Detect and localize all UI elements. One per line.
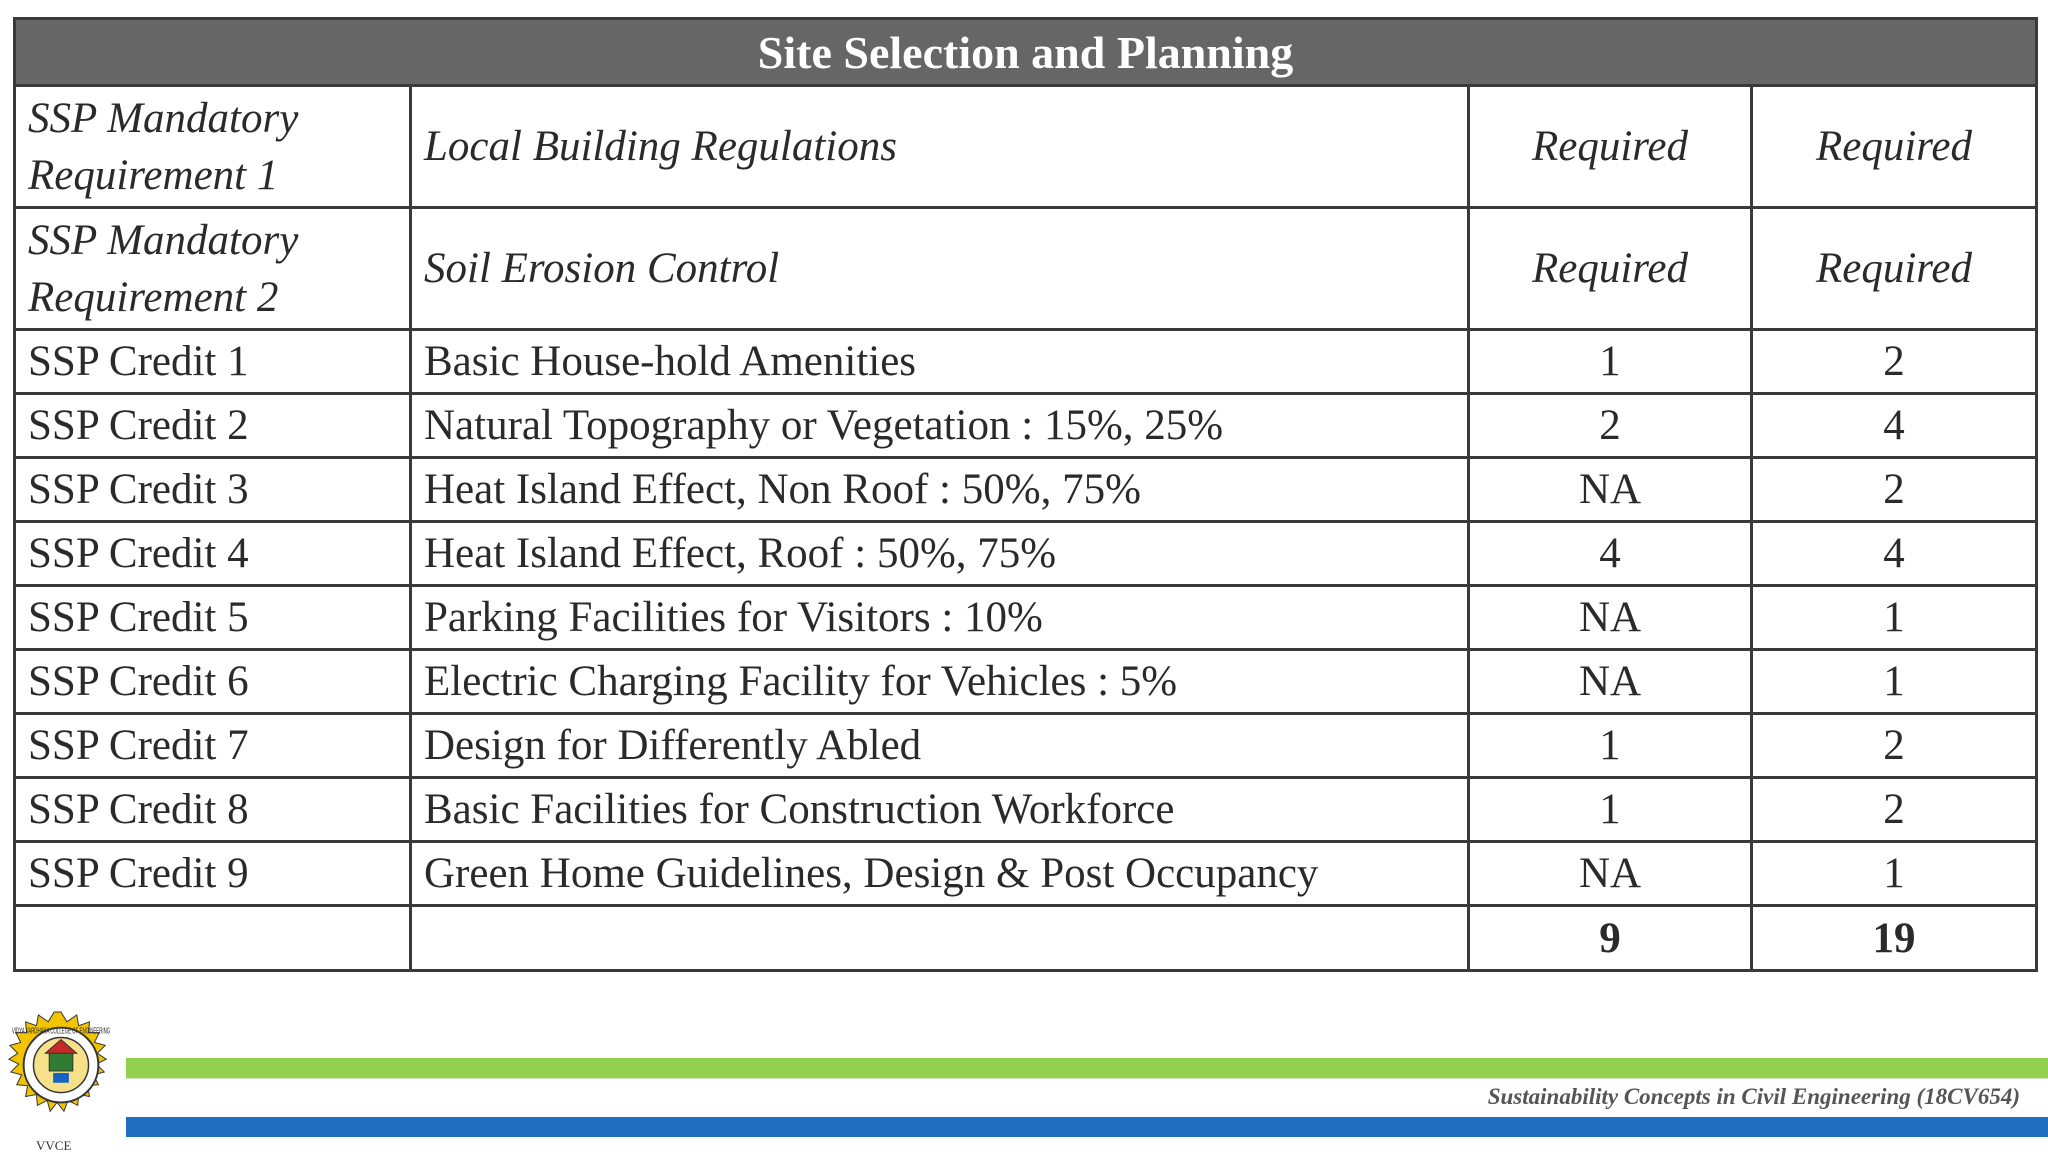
requirement-code: SSP Mandatory Requirement 1 — [15, 86, 411, 208]
table-row — [15, 522, 2037, 586]
totals-blank-cell — [15, 906, 411, 971]
credit-name: Heat Island Effect, Roof : 50%, 75% — [411, 522, 1469, 586]
table-row — [15, 586, 2037, 650]
requirement-name: Soil Erosion Control — [411, 208, 1469, 330]
points-column-a: Required — [1469, 208, 1752, 330]
requirement-name: Local Building Regulations — [411, 86, 1469, 208]
points-column-a: 1 — [1469, 714, 1752, 778]
credit-code: SSP Credit 4 — [15, 522, 411, 586]
logo-caption: VVCE — [36, 1138, 72, 1153]
credit-code: SSP Credit 7 — [15, 714, 411, 778]
table-row — [15, 86, 2037, 208]
table-row — [15, 458, 2037, 522]
table-row — [15, 842, 2037, 906]
credit-name: Basic Facilities for Construction Workforce — [411, 778, 1469, 842]
credit-name: Design for Differently Abled — [411, 714, 1469, 778]
logo-text: VIDYA VARDHAKA COLLEGE OF ENGINEERING — [11, 1026, 111, 1036]
points-column-a: 2 — [1469, 394, 1752, 458]
table-row — [15, 330, 2037, 394]
points-column-b: 2 — [1752, 714, 2037, 778]
credits-table — [13, 17, 2038, 972]
points-column-a: NA — [1469, 458, 1752, 522]
credit-name: Basic House-hold Amenities — [411, 330, 1469, 394]
points-column-b: 4 — [1752, 394, 2037, 458]
requirement-code: SSP Mandatory Requirement 2 — [15, 208, 411, 330]
points-column-b: Required — [1752, 86, 2037, 208]
footer-divider — [126, 1078, 2048, 1079]
totals-blank-cell — [411, 906, 1469, 971]
credit-code: SSP Credit 8 — [15, 778, 411, 842]
table-row — [15, 394, 2037, 458]
credit-name: Green Home Guidelines, Design & Post Occupancy — [411, 842, 1469, 906]
table-title: Site Selection and Planning — [15, 19, 2037, 86]
credit-name: Heat Island Effect, Non Roof : 50%, 75% — [411, 458, 1469, 522]
credit-name: Parking Facilities for Visitors : 10% — [411, 586, 1469, 650]
footer-blue-bar — [126, 1117, 2048, 1137]
college-logo-icon — [2, 1010, 120, 1128]
table-row — [15, 208, 2037, 330]
total-column-b: 19 — [1752, 906, 2037, 971]
points-column-b: 1 — [1752, 650, 2037, 714]
points-column-a: 1 — [1469, 778, 1752, 842]
points-column-a: NA — [1469, 586, 1752, 650]
points-column-b: 1 — [1752, 586, 2037, 650]
points-column-b: 1 — [1752, 842, 2037, 906]
points-column-a: Required — [1469, 86, 1752, 208]
points-column-a: NA — [1469, 650, 1752, 714]
table-body — [15, 86, 2037, 971]
credit-code: SSP Credit 5 — [15, 586, 411, 650]
credit-name: Electric Charging Facility for Vehicles : 5% — [411, 650, 1469, 714]
points-column-a: 1 — [1469, 330, 1752, 394]
credit-code: SSP Credit 9 — [15, 842, 411, 906]
points-column-a: NA — [1469, 842, 1752, 906]
totals-row — [15, 906, 2037, 971]
table-row — [15, 650, 2037, 714]
total-column-a: 9 — [1469, 906, 1752, 971]
credit-code: SSP Credit 6 — [15, 650, 411, 714]
credit-name: Natural Topography or Vegetation : 15%, 25% — [411, 394, 1469, 458]
points-column-b: 2 — [1752, 330, 2037, 394]
points-column-b: 4 — [1752, 522, 2037, 586]
credit-code: SSP Credit 1 — [15, 330, 411, 394]
points-column-b: 2 — [1752, 778, 2037, 842]
points-column-a: 4 — [1469, 522, 1752, 586]
footer-green-bar — [126, 1058, 2048, 1078]
credit-code: SSP Credit 3 — [15, 458, 411, 522]
points-column-b: Required — [1752, 208, 2037, 330]
credit-code: SSP Credit 2 — [15, 394, 411, 458]
course-title: Sustainability Concepts in Civil Engineering (18CV654) — [1487, 1084, 2020, 1109]
table-row — [15, 714, 2037, 778]
points-column-b: 2 — [1752, 458, 2037, 522]
table-row — [15, 778, 2037, 842]
